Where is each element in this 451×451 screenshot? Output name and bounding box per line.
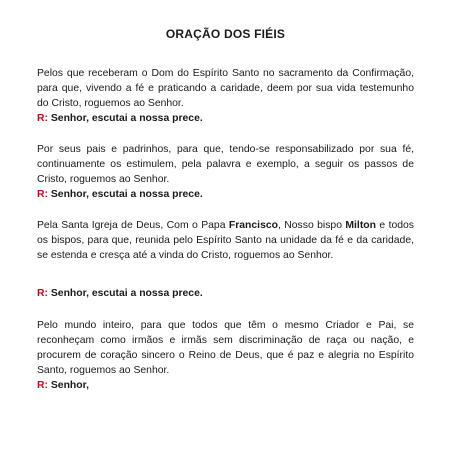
response-marker: R: bbox=[37, 380, 48, 391]
response-marker: R: bbox=[37, 189, 48, 200]
prayer-text-segment: Pela Santa Igreja de Deus, Com o Papa bbox=[37, 220, 229, 231]
response-text: Senhor, escutai a nossa prece. bbox=[47, 288, 203, 299]
bishop-name: Milton bbox=[345, 220, 376, 231]
prayer-paragraph-3 bbox=[37, 218, 414, 263]
prayer-paragraph-1: Pelos que receberam o Dom do Espírito Santo no sacramento da Confirmação, para que, vivendo a fé e praticando a caridade, deem por sua vida testemunho do Cristo, roguemos ao Senhor. bbox=[37, 68, 414, 109]
response-marker: R: bbox=[37, 288, 48, 299]
prayer-response-3 bbox=[37, 286, 203, 301]
response-text: Senhor, bbox=[47, 380, 89, 391]
response-text: Senhor, escutai a nossa prece. bbox=[47, 113, 203, 124]
response-text: Senhor, escutai a nossa prece. bbox=[47, 189, 203, 200]
prayer-response-4 bbox=[37, 378, 89, 393]
prayer-response-1 bbox=[37, 111, 203, 126]
prayer-paragraph-4: Pelo mundo inteiro, para que todos que têm o mesmo Criador e Pai, se reconheçam como irmãos e irmãs sem discriminação de raça ou nação, e procurem de coração sincero o Reino de Deus, que é paz e alegria no Espírito Santo, roguemos ao Senhor. bbox=[37, 320, 414, 376]
prayer-text-segment: e todos os bispos, para que, reunida pelo Espírito Santo na unidade da fé e da caridade, se estenda e cresça até a vinda do Cristo, roguemos ao Senhor. bbox=[37, 220, 414, 261]
prayer-response-2 bbox=[37, 187, 203, 202]
page-title: ORAÇÃO DOS FIÉIS bbox=[165, 27, 286, 41]
pope-name: Francisco bbox=[228, 220, 278, 231]
response-marker: R: bbox=[37, 113, 48, 124]
prayer-paragraph-2: Por seus pais e padrinhos, para que, tendo-se responsabilizado por sua fé, continuamente os estimulem, pela palavra e exemplo, a seguir os passos de Cristo, roguemos ao Senhor. bbox=[37, 144, 414, 185]
prayer-text-segment: , Nosso bispo bbox=[277, 220, 346, 231]
